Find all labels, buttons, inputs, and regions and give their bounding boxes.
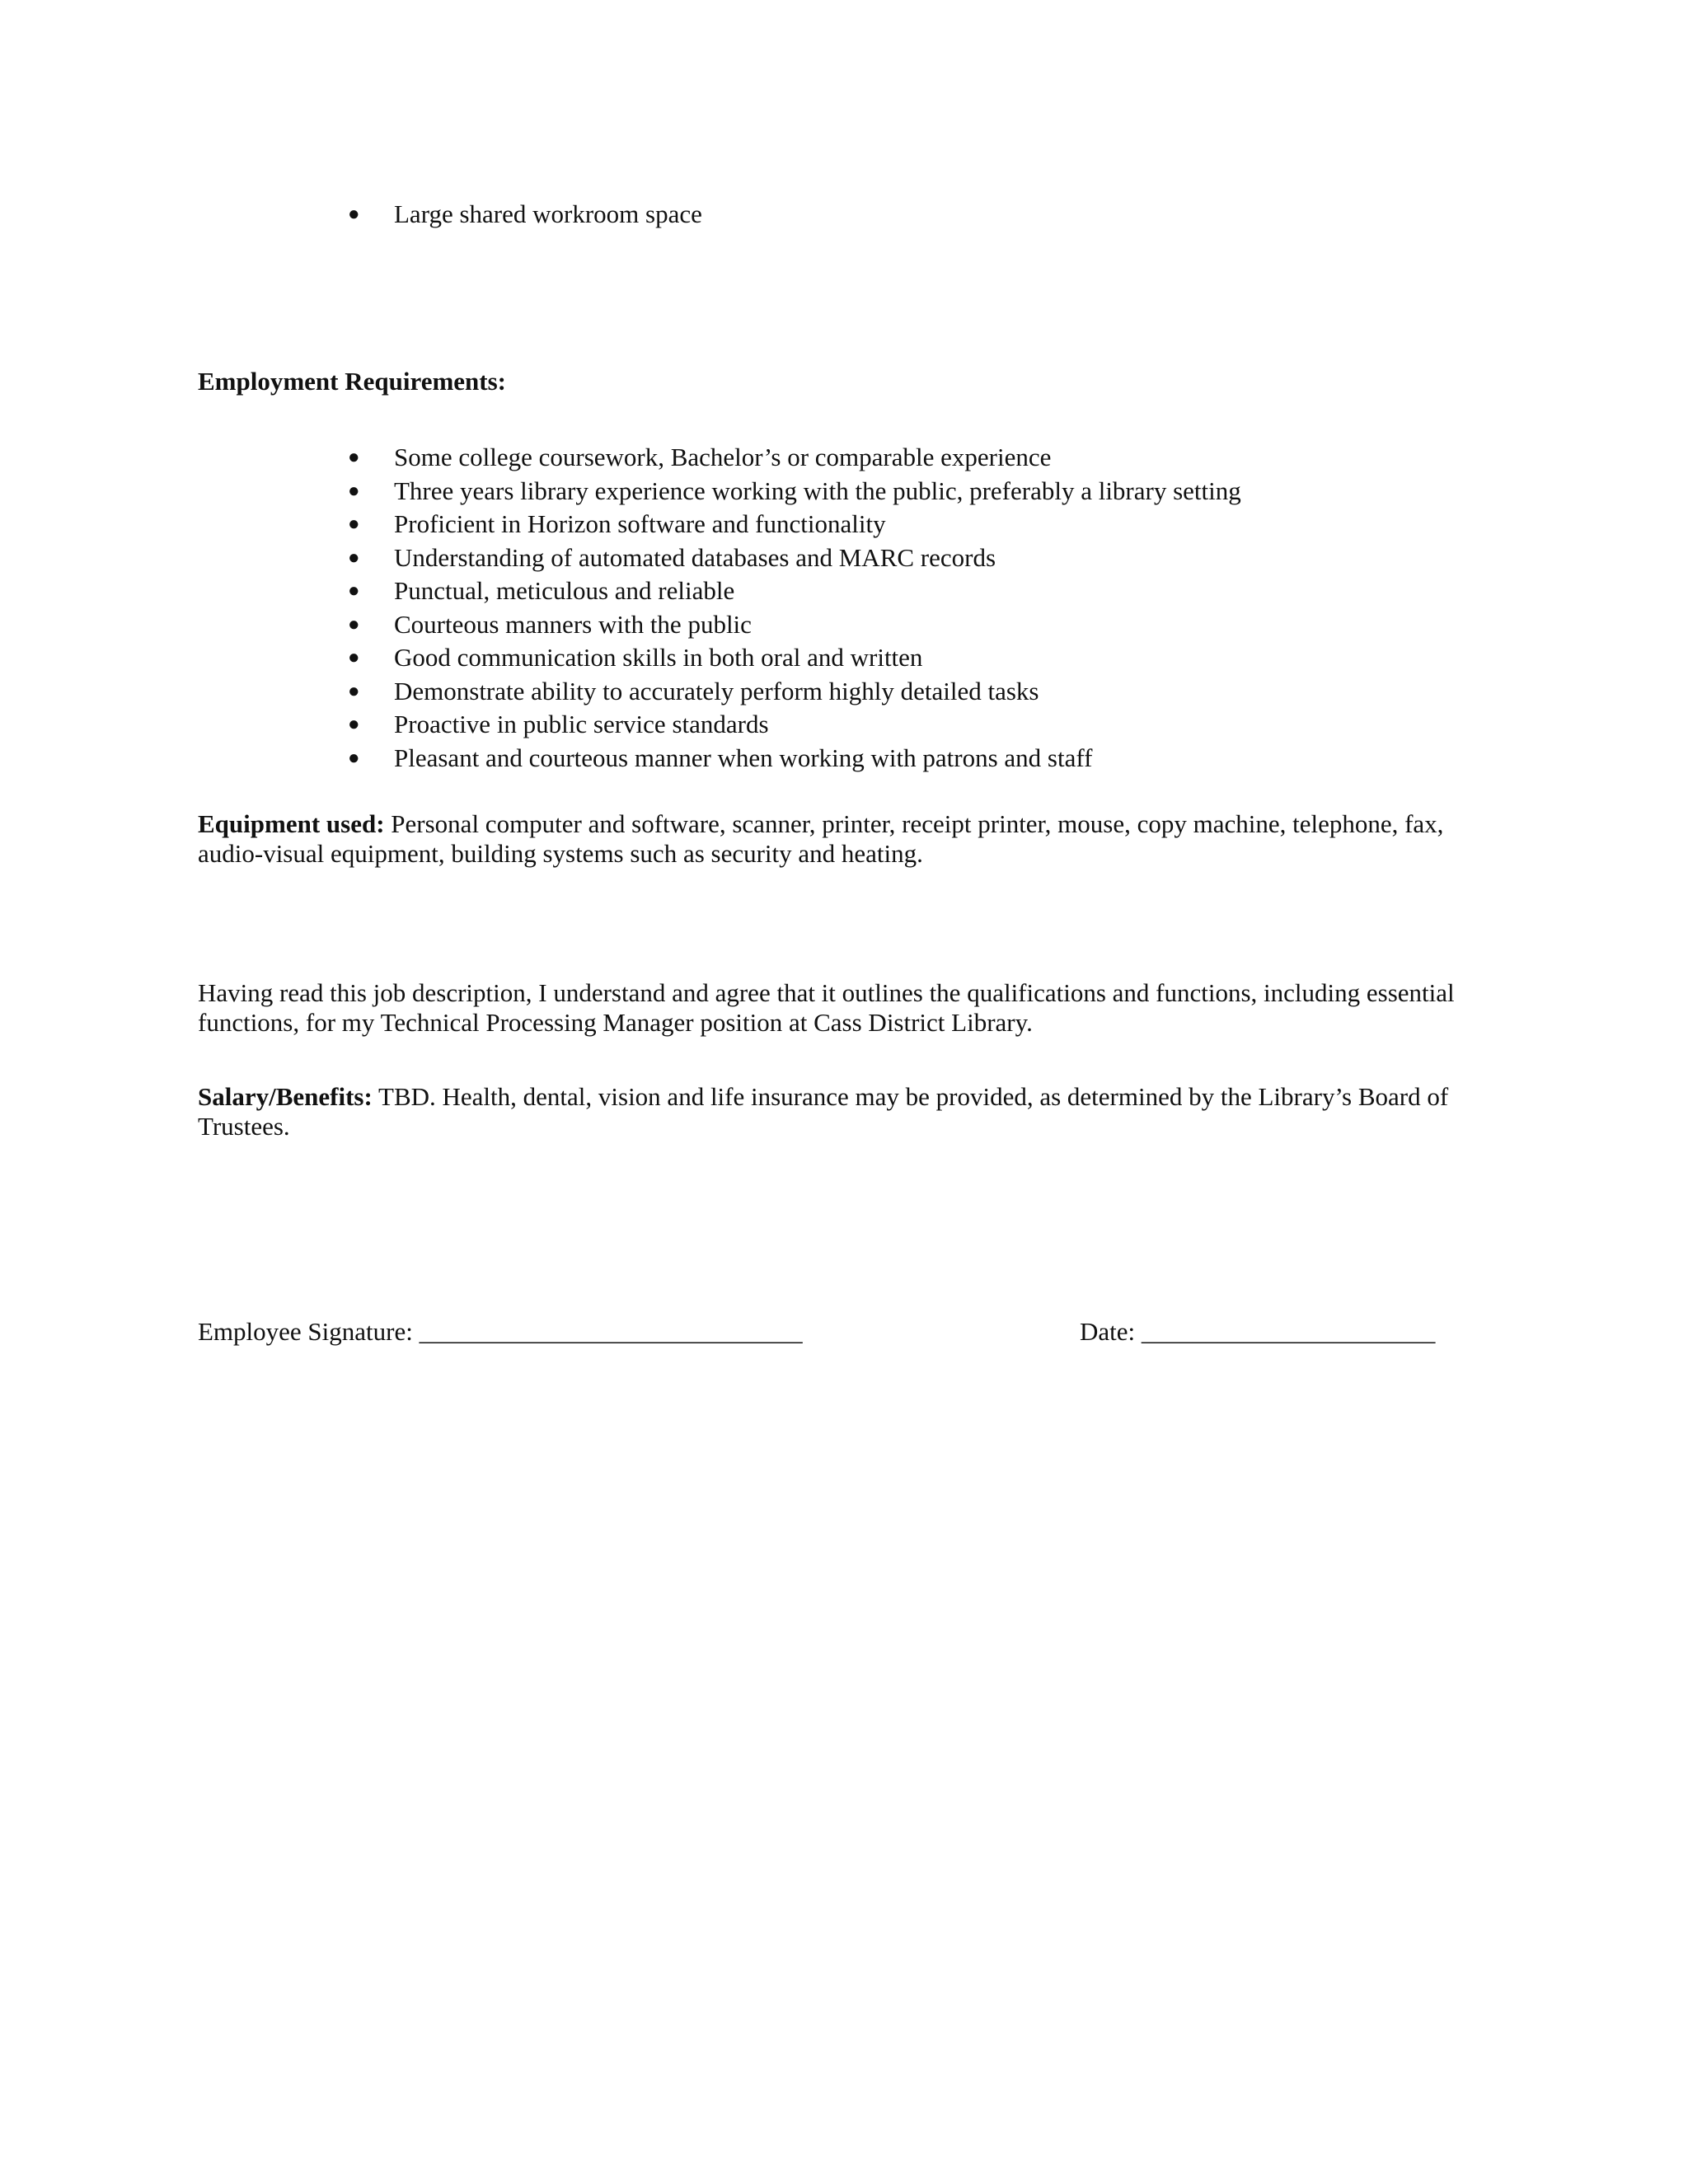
list-item-text: Proficient in Horizon software and functionality — [394, 509, 886, 538]
list-item — [340, 508, 1241, 541]
bullet-icon: ● — [348, 747, 360, 769]
list-item-text: Pleasant and courteous manner when working with patrons and staff — [394, 743, 1093, 772]
equipment-text: Personal computer and software, scanner, printer, receipt printer, mouse, copy machine, telephone, fax, audio-visual equipment, building systems such as security and heating. — [198, 809, 1444, 868]
list-item-text: Three years library experience working with the public, preferably a library setting — [394, 476, 1241, 505]
bullet-icon: ● — [348, 714, 360, 735]
bullet-icon: ● — [348, 513, 360, 535]
list-item-text: Good communication skills in both oral and written — [394, 643, 923, 672]
bullet-icon: ● — [348, 204, 360, 225]
list-item — [340, 541, 1241, 575]
bullet-icon: ● — [348, 580, 360, 602]
salary-label: Salary/Benefits: — [198, 1082, 373, 1111]
list-item — [340, 641, 1241, 675]
list-item-text: Proactive in public service standards — [394, 710, 769, 738]
list-item — [340, 608, 1241, 642]
employee-signature-line: Employee Signature: ______________________________ — [198, 1317, 803, 1346]
equipment-paragraph — [198, 809, 1500, 869]
list-item-text: Demonstrate ability to accurately perform highly detailed tasks — [394, 676, 1039, 705]
employment-requirements-heading: Employment Requirements: — [198, 367, 506, 396]
list-item-text: Courteous manners with the public — [394, 609, 752, 639]
top-bullet-list — [340, 198, 702, 232]
list-item — [340, 675, 1241, 709]
bullet-icon: ● — [348, 447, 360, 468]
list-item — [340, 742, 1241, 776]
list-item — [340, 198, 702, 232]
bullet-icon: ● — [348, 480, 360, 502]
date-line: Date: _______________________ — [1080, 1317, 1436, 1346]
bullet-icon: ● — [348, 546, 360, 569]
salary-text: TBD. Health, dental, vision and life insurance may be provided, as determined by the Library’s Board of Trustees. — [198, 1082, 1449, 1141]
bullet-icon: ● — [348, 680, 360, 702]
list-item — [340, 574, 1241, 608]
requirements-list — [340, 441, 1241, 775]
list-item-text: Some college coursework, Bachelor’s or comparable experience — [394, 443, 1052, 471]
list-item — [340, 441, 1241, 475]
list-item — [340, 475, 1241, 509]
list-item-text: Large shared workroom space — [394, 199, 702, 228]
equipment-label: Equipment used: — [198, 809, 385, 838]
salary-paragraph — [198, 1082, 1500, 1141]
list-item-text: Understanding of automated databases and MARC records — [394, 542, 996, 572]
acknowledgement-paragraph: Having read this job description, I understand and agree that it outlines the qualifications and functions, including essential functions, for my Technical Processing Manager position at Cass District Library. — [198, 978, 1455, 1037]
bullet-icon: ● — [348, 647, 360, 668]
list-item-text: Punctual, meticulous and reliable — [394, 576, 735, 605]
list-item — [340, 708, 1241, 742]
bullet-icon: ● — [348, 613, 360, 635]
